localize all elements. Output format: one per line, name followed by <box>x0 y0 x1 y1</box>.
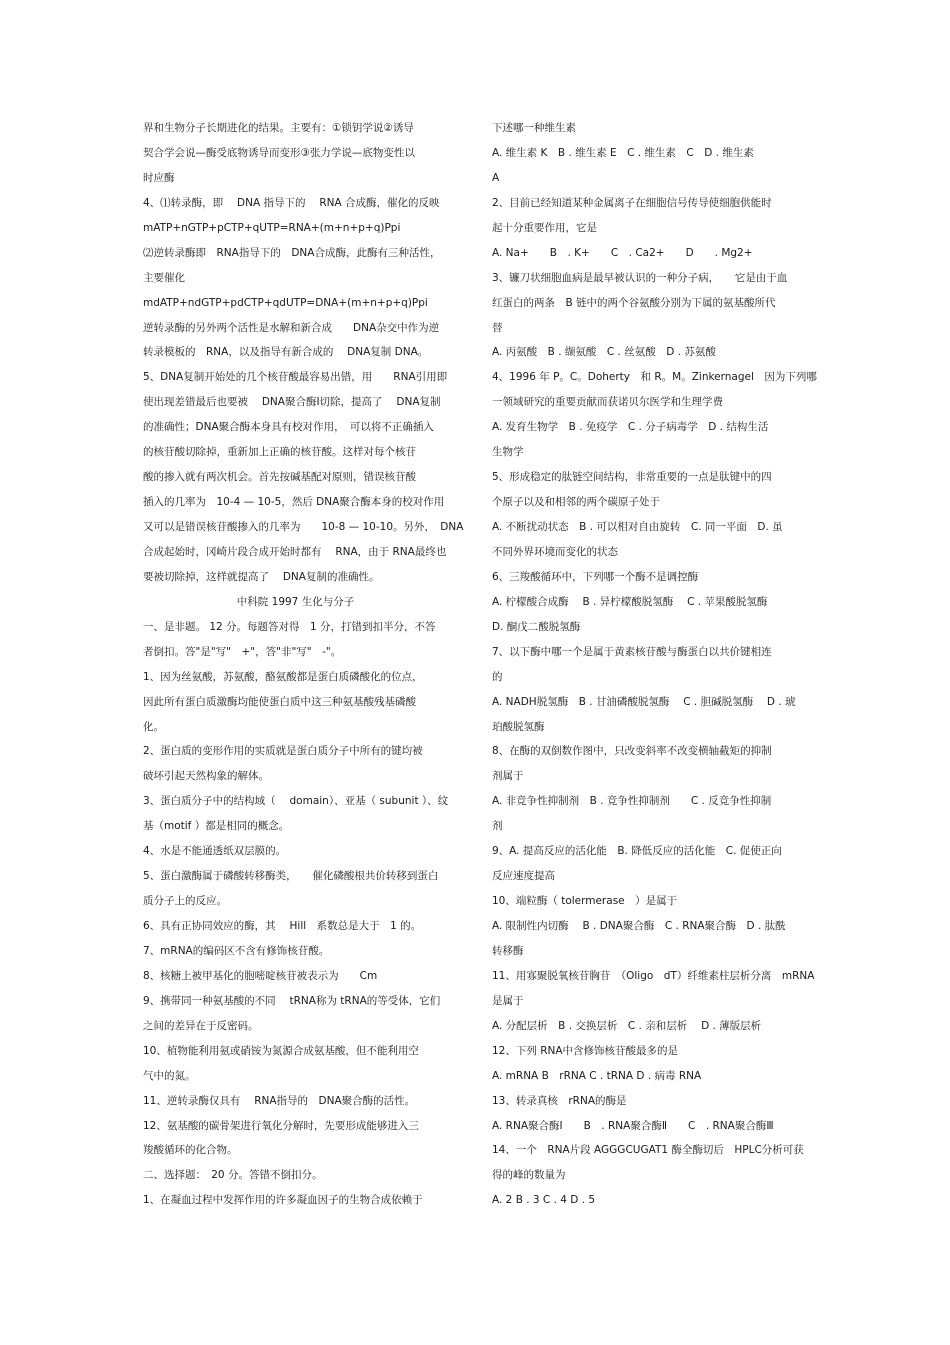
text-line: 化。 <box>143 720 164 733</box>
text-line: 14、一个 RNA片段 AGGGCUGAT1 酶全酶切后 HPLC分析可获 <box>492 1144 804 1157</box>
text-line: 合成起始时，冈崎片段合成开始时都有 RNA，由于 RNA最终也 <box>143 545 447 558</box>
text-line: 3、镰刀状细胞血病是最早被认识的一种分子病， 它是由于血 <box>492 271 788 284</box>
text-line: 7、mRNA的编码区不含有修饰核苷酸。 <box>143 944 330 957</box>
text-line: 6、具有正协同效应的酶，其 Hill 系数总是大于 1 的。 <box>143 920 422 932</box>
text-line: 12、氨基酸的碳骨架进行氧化分解时，先要形成能够进入三 <box>143 1119 419 1132</box>
text-line: 6、三羧酸循环中，下列哪一个酶不是调控酶 <box>492 570 699 583</box>
text-line: ⑵逆转录酶即 RNA指导下的 DNA合成酶，此酶有三种活性， <box>143 246 441 259</box>
section-heading: 中科院 1997 生化与分子 <box>236 595 355 608</box>
text-line: 5、蛋白激酶属于磷酸转移酶类， 催化磷酸根共价转移到蛋白 <box>143 870 439 883</box>
text-line: 不同外界环境而变化的状态 <box>492 545 618 558</box>
text-line: 10、端粒酶（ tolermerase ）是属于 <box>492 895 678 908</box>
text-line: 二、选择题： 20 分。答错不倒扣分。 <box>143 1169 323 1182</box>
left-text-column <box>143 117 468 1214</box>
text-line: 11、逆转录酶仅具有 RNA指导的 DNA聚合酶的活性。 <box>143 1094 416 1107</box>
text-line: A. RNA聚合酶Ⅰ B . RNA聚合酶Ⅱ C . RNA聚合酶Ⅲ <box>492 1119 774 1132</box>
text-line: 4、1996 年 P。C。Doherty 和 R。M。Zinkernagel 因为下列哪 <box>492 371 817 384</box>
text-line: D. 酮戊二酸脱氢酶 <box>492 620 581 633</box>
text-line: 8、核糖上被甲基化的胞嘧啶核苷被表示为 Cm <box>143 969 378 982</box>
text-line: A. 不断扰动状态 B . 可以相对自由旋转 C. 同一平面 D. 虽 <box>492 521 783 533</box>
text-line: 因此所有蛋白质激酶均能使蛋白质中这三种氨基酸残基磷酸 <box>143 695 416 708</box>
text-line: 起十分重要作用，它是 <box>492 221 597 234</box>
text-line: 得的峰的数量为 <box>492 1169 566 1182</box>
text-line: 转录模板的 RNA，以及指导有新合成的 DNA复制 DNA。 <box>143 346 429 359</box>
text-line: 又可以是错误核苷酸掺入的几率为 10-8 — 10-10。另外， DNA <box>143 521 464 533</box>
text-line: 主要催化 <box>143 271 185 284</box>
text-line: 反应速度提高 <box>492 870 555 883</box>
text-line: mdATP+ndGTP+pdCTP+qdUTP=DNA+(m+n+p+q)Ppi <box>143 296 428 309</box>
text-line: 13、转录真核 rRNA的酶是 <box>492 1094 627 1107</box>
text-line: 转移酶 <box>492 944 524 957</box>
text-line: A. 2 B . 3 C . 4 D . 5 <box>492 1194 596 1207</box>
text-line: 珀酸脱氢酶 <box>492 720 545 733</box>
text-line: A. 丙氨酸 B . 缬氨酸 C . 丝氨酸 D . 苏氨酸 <box>492 346 716 359</box>
text-line: 使出现差错最后也要被 DNA聚合酶Ⅰ切除，提高了 DNA复制 <box>143 396 441 409</box>
text-line: 8、在酶的双倒数作图中，只改变斜率不改变横轴截矩的抑制 <box>492 745 772 758</box>
text-line: 9、A. 提高反应的活化能 B. 降低反应的活化能 C. 促使正向 <box>492 845 782 858</box>
text-line: 1、在凝血过程中发挥作用的许多凝血因子的生物合成依赖于 <box>143 1194 423 1207</box>
text-line: A. 分配层析 B . 交换层析 C . 亲和层析 D . 薄版层析 <box>492 1019 762 1032</box>
text-line: 破坏引起天然构象的解体。 <box>143 770 269 783</box>
text-line: A. Na+ B . K+ C . Ca2+ D . Mg2+ <box>492 246 753 259</box>
text-line: A. 柠檬酸合成酶 B . 异柠檬酸脱氢酶 C . 苹果酸脱氢酶 <box>492 595 768 608</box>
text-line: 10、植物能利用氨或硝铵为氮源合成氨基酸，但不能利用空 <box>143 1044 419 1057</box>
text-line: A. mRNA B rRNA C . tRNA D . 病毒 RNA <box>492 1069 702 1082</box>
text-line: 2、蛋白质的变形作用的实质就是蛋白质分子中所有的键均被 <box>143 745 423 758</box>
text-line: 红蛋白的两条 B 链中的两个谷氨酸分别为下属的氨基酸所代 <box>492 296 776 309</box>
text-line: 3、蛋白质分子中的结构域（ domain）、亚基（ subunit ）、纹 <box>143 795 449 808</box>
text-line: 插入的几率为 10-4 — 10-5，然后 DNA聚合酶本身的校对作用 <box>143 496 445 509</box>
text-line: 之间的差异在于反密码。 <box>143 1019 259 1032</box>
text-line: 一、是非题。 12 分。每题答对得 1 分，打错到扣半分，不答 <box>143 620 436 633</box>
text-line: 11、用寡聚脱氧核苷胸苷 （Oligo dT）纤维素柱层析分离 mRNA <box>492 969 815 982</box>
text-line: 替 <box>492 321 503 334</box>
text-line: 2、目前已经知道某种金属离子在细胞信号传导使细胞供能时 <box>492 196 772 209</box>
text-line: 生物学 <box>492 446 524 459</box>
text-line: 4、水是不能通透纸双层膜的。 <box>143 845 287 858</box>
text-line: 基（motif ）都是相同的概念。 <box>143 820 290 833</box>
text-line: A. 非竞争性抑制剂 B . 竞争性抑制剂 C . 反竞争性抑制 <box>492 795 772 808</box>
text-line: 逆转录酶的另外两个活性是水解和新合成 DNA杂交中作为逆 <box>143 321 440 334</box>
text-line: 5、形成稳定的肽链空间结构，非常重要的一点是肽键中的四 <box>492 471 772 484</box>
text-line: 个原子以及和相邻的两个碳原子处于 <box>492 496 660 509</box>
text-line: 12、下列 RNA中含修饰核苷酸最多的是 <box>492 1044 679 1057</box>
text-line: 的准确性；DNA聚合酶本身具有校对作用， 可以将不正确插入 <box>143 421 434 434</box>
text-line: A <box>492 171 500 184</box>
text-line: 气中的氮。 <box>143 1069 196 1082</box>
right-text-column <box>492 117 817 1214</box>
text-line: 羧酸循环的化合物。 <box>143 1144 238 1157</box>
text-line: A. NADH脱氢酶 B . 甘油磷酸脱氢酶 C . 胆碱脱氢酶 D . 琥 <box>492 695 796 708</box>
text-line: 界和生物分子长期进化的结果。主要有：①锁钥学说②诱导 <box>143 122 414 134</box>
text-line: 者倒扣。答"是"写" +"，答"非"写" -"。 <box>143 645 342 658</box>
text-line: 1、因为丝氨酸，苏氨酸，酪氨酸都是蛋白质磷酸化的位点， <box>143 670 423 683</box>
text-line: A. 维生素 K B . 维生素 E C . 维生素 C D . 维生素 <box>492 146 754 159</box>
text-line: 的 <box>492 670 503 683</box>
text-line: 的核苷酸切除掉，重新加上正确的核苷酸。这样对每个核苷 <box>143 446 416 459</box>
text-line: 一领域研究的重要贡献而获诺贝尔医学和生理学费 <box>492 396 723 409</box>
text-line: 契合学会说—酶受底物诱导而变形③张力学说—底物变性以 <box>143 146 415 159</box>
text-line: 剂 <box>492 820 503 833</box>
text-line: 5、DNA复制开始处的几个核苷酸最容易出错，用 RNA引用即 <box>143 371 448 384</box>
text-line: 是属于 <box>492 994 524 1007</box>
text-line: 4、⑴转录酶，即 DNA 指导下的 RNA 合成酶，催化的反映 <box>143 196 440 209</box>
text-line: 质分子上的反应。 <box>143 895 227 908</box>
text-line: 酸的掺入就有两次机会。首先按碱基配对原则，错误核苷酸 <box>143 471 416 484</box>
text-line: 7、以下酶中哪一个是属于黄素核苷酸与酶蛋白以共价键相连 <box>492 645 772 658</box>
text-line: 要被切除掉，这样就提高了 DNA复制的准确性。 <box>143 570 380 583</box>
text-line: 剂属于 <box>492 770 524 783</box>
text-line: A. 发育生物学 B . 免疫学 C . 分子病毒学 D . 结构生活 <box>492 421 769 434</box>
text-line: 9、携带同一种氨基酸的不同 tRNA称为 tRNA的等受体，它们 <box>143 994 441 1007</box>
text-line: 时应酶 <box>143 171 175 184</box>
text-line: A. 限制性内切酶 B . DNA聚合酶 C . RNA聚合酶 D . 肽酰 <box>492 920 786 932</box>
text-line: mATP+nGTP+pCTP+qUTP=RNA+(m+n+p+q)Ppi <box>143 221 401 234</box>
text-line: 下述哪一种维生素 <box>492 122 576 134</box>
